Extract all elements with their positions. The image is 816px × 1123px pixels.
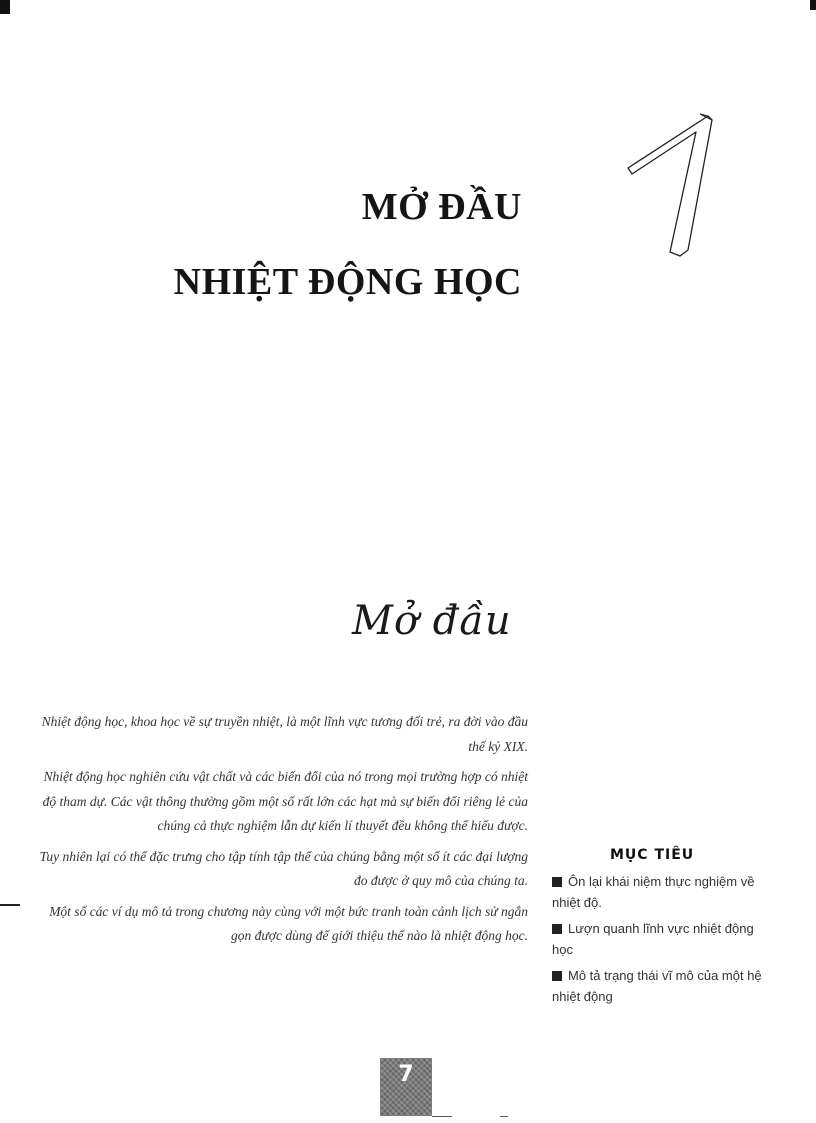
footer-rule — [432, 1116, 452, 1117]
objective-item — [552, 965, 762, 1007]
page-number: 7 — [398, 1062, 414, 1087]
corner-scan-mark-right — [810, 0, 816, 10]
intro-paragraph: Nhiệt động học, khoa học về sự truyền nhiệt, là một lĩnh vực tương đối trẻ, ra đời vào đầu thế kỷ XIX. — [41, 714, 528, 754]
objective-text: Lượn quanh lĩnh vực nhiệt động học — [552, 921, 754, 957]
intro-text — [30, 710, 528, 955]
intro-paragraph: Nhiệt động học nghiên cứu vật chất và các biến đổi của nó trong mọi trường hợp có nhiệt độ tham dự. Các vật thông thường gồm một số rất lớn các hạt mà sự biến đổi riêng lẻ của chúng cả thực nghiệm lẫn dự kiến lí thuyết đều không thể hiểu được. — [42, 769, 528, 833]
chapter-title-line-2: NHIỆT ĐỘNG HỌC — [173, 261, 522, 303]
objective-text: Mô tả trạng thái vĩ mô của một hệ nhiệt động — [552, 968, 762, 1004]
intro-paragraph: Một số các ví dụ mô tả trong chương này cùng với một bức tranh toàn cảnh lịch sử ngắn gọn được dùng để giới thiệu thế nào là nhiệt động học. — [49, 903, 528, 943]
square-bullet-icon — [552, 924, 562, 934]
corner-scan-mark — [0, 0, 10, 14]
chapter-number-one-glyph — [622, 110, 722, 270]
section-title: Mở đầu — [352, 598, 512, 644]
objectives-box — [552, 847, 762, 1012]
page-number-badge — [380, 1058, 432, 1116]
objectives-heading: MỤC TIÊU — [610, 847, 695, 863]
objective-item — [552, 918, 762, 960]
chapter-title-line-1: MỞ ĐẦU — [361, 186, 522, 228]
intro-paragraph: Tuy nhiên lại có thể đặc trưng cho tập tính tập thể của chúng bằng một số ít các đại lượng đo được ở quy mô của chúng ta. — [39, 848, 528, 888]
objective-text: Ôn lại khái niệm thực nghiệm về nhiệt độ. — [552, 874, 755, 910]
margin-dash — [0, 904, 20, 906]
objective-item — [552, 871, 762, 913]
square-bullet-icon — [552, 971, 562, 981]
footer-dash — [500, 1116, 508, 1117]
square-bullet-icon — [552, 877, 562, 887]
